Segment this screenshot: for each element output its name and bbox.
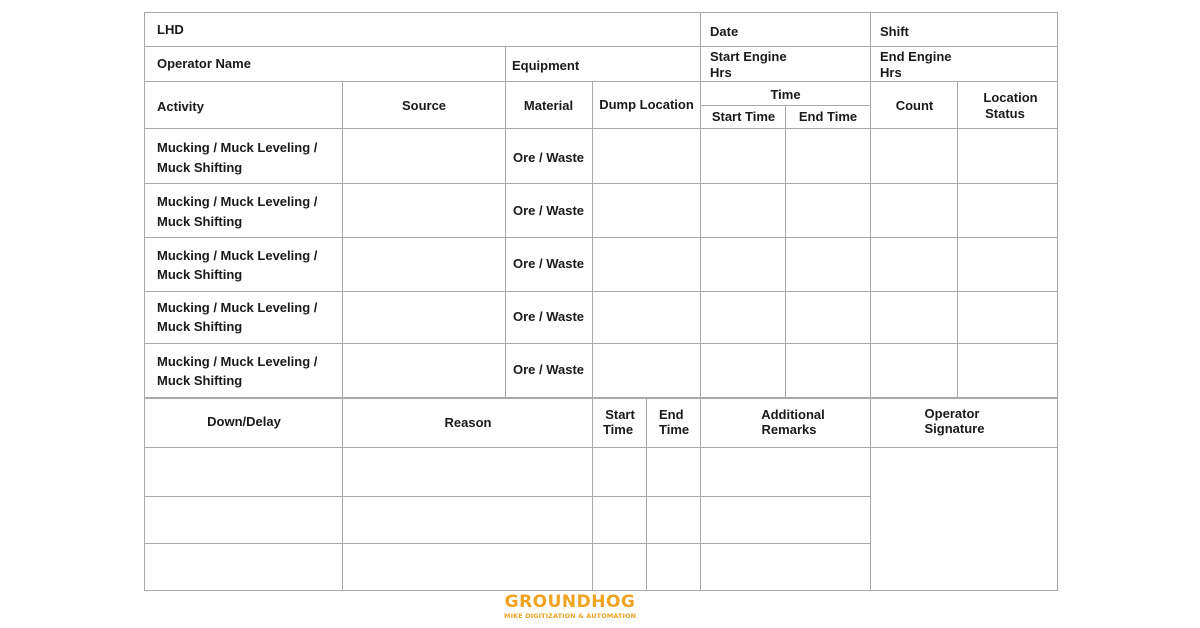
rule — [144, 46, 1058, 47]
col-delay-end-time: Time — [659, 422, 690, 437]
activity-cell: Mucking / Muck Leveling / — [157, 140, 318, 155]
end-engine-hrs-label: Hrs — [880, 65, 902, 80]
col-start-time: Start Time — [711, 109, 776, 124]
material-cell: Ore / Waste — [512, 309, 585, 324]
logo-tagline: MIKE DIGITIZATION & AUTOMATION — [504, 612, 637, 620]
col-additional-remarks: Remarks — [761, 422, 817, 437]
activity-cell: Muck Shifting — [157, 319, 243, 334]
col-delay-end-time: End — [659, 407, 684, 422]
activity-cell: Muck Shifting — [157, 267, 243, 282]
rule — [144, 590, 1058, 591]
col-reason: Reason — [444, 415, 492, 430]
activity-cell: Mucking / Muck Leveling / — [157, 194, 318, 209]
rule — [144, 397, 1058, 399]
rule — [144, 12, 145, 591]
logo-wordmark: GROUNDHOG — [504, 592, 636, 612]
col-count: Count — [895, 98, 934, 113]
col-time: Time — [770, 87, 801, 102]
rule — [785, 105, 786, 397]
rule — [144, 291, 1058, 292]
col-additional-remarks: Additional — [761, 407, 825, 422]
rule — [144, 496, 871, 497]
material-cell: Ore / Waste — [512, 150, 585, 165]
lhd-label: LHD — [157, 22, 184, 37]
col-source: Source — [401, 98, 447, 113]
shift-label: Shift — [880, 24, 909, 39]
start-engine-hrs-label: Hrs — [710, 65, 732, 80]
col-dump-location: Dump Location — [599, 97, 694, 112]
col-location-status: Location — [983, 90, 1038, 105]
rule — [700, 12, 701, 397]
material-cell: Ore / Waste — [512, 203, 585, 218]
rule — [144, 343, 1058, 344]
rule — [701, 105, 871, 106]
groundhog-logo — [504, 593, 636, 621]
start-engine-hrs-label: Start Engine — [710, 49, 787, 64]
rule — [144, 447, 1058, 448]
end-engine-hrs-label: End Engine — [880, 49, 952, 64]
rule — [144, 12, 1058, 13]
rule — [144, 128, 1058, 129]
rule — [144, 237, 1058, 238]
date-label: Date — [710, 24, 739, 39]
col-activity: Activity — [157, 99, 204, 114]
rule — [592, 81, 593, 591]
activity-cell: Mucking / Muck Leveling / — [157, 248, 318, 263]
activity-cell: Muck Shifting — [157, 373, 243, 388]
col-down-delay: Down/Delay — [207, 414, 281, 429]
rule — [957, 81, 958, 397]
col-delay-start-time: Start — [605, 407, 635, 422]
material-cell: Ore / Waste — [512, 256, 585, 271]
rule — [144, 81, 1058, 82]
col-end-time: End Time — [798, 109, 858, 124]
col-operator-signature: Signature — [924, 421, 985, 436]
operator-name-label: Operator Name — [157, 56, 251, 71]
material-cell: Ore / Waste — [512, 362, 585, 377]
col-operator-signature: Operator — [924, 406, 980, 421]
activity-cell: Mucking / Muck Leveling / — [157, 300, 318, 315]
col-location-status: Status — [985, 106, 1025, 121]
rule — [342, 81, 343, 591]
rule — [144, 543, 871, 544]
col-delay-start-time: Time — [602, 422, 634, 437]
rule — [144, 183, 1058, 184]
activity-cell: Mucking / Muck Leveling / — [157, 354, 318, 369]
activity-cell: Muck Shifting — [157, 214, 243, 229]
col-material: Material — [523, 98, 574, 113]
activity-cell: Muck Shifting — [157, 160, 243, 175]
rule — [646, 398, 647, 591]
equipment-label: Equipment — [512, 58, 580, 73]
